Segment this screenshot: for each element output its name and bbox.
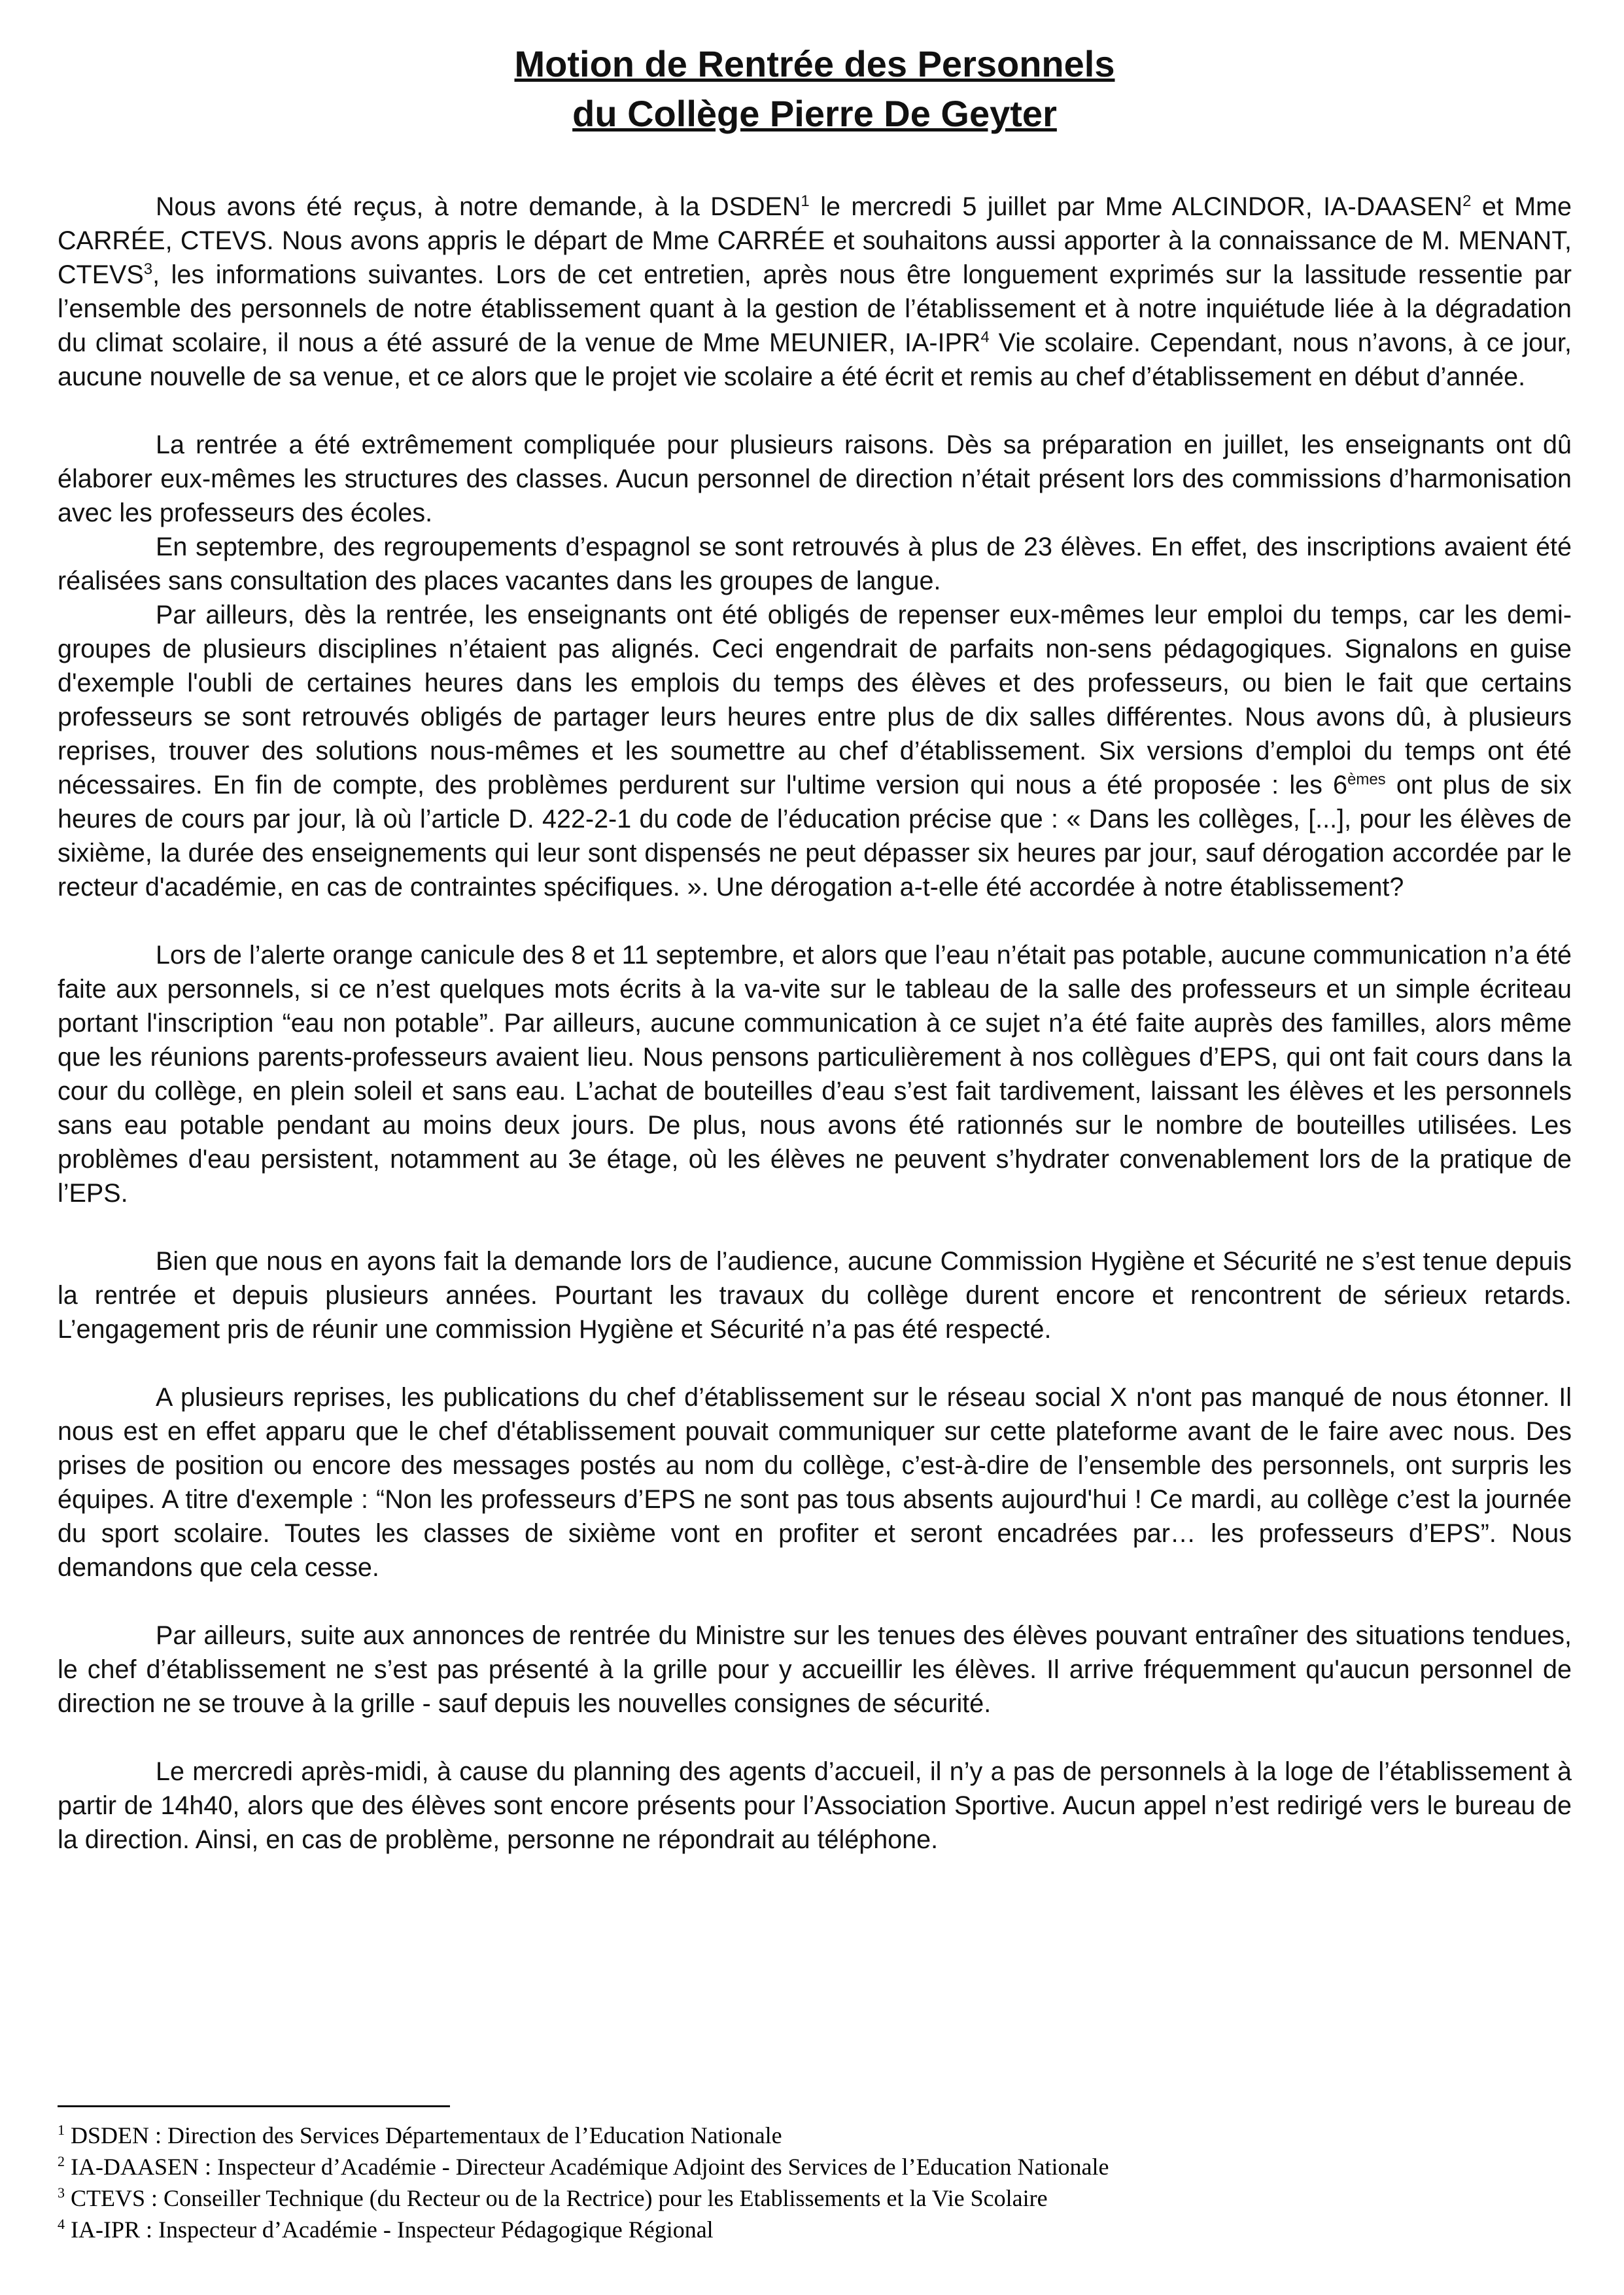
text-run: Nous avons été reçus, à notre demande, à la DSDEN	[156, 192, 801, 221]
title-line-1: Motion de Rentrée des Personnels	[514, 43, 1115, 84]
paragraph-emploi-du-temps	[58, 598, 1572, 904]
text-run: Vie scolaire. Cependant, nous n’avons, à ce jour, aucune nouvelle de sa venue, et ce alors que le projet vie scolaire a été écrit et remis au chef d’établissement en début d’année.	[58, 328, 1572, 391]
footnote-2	[58, 2151, 1572, 2182]
footnote-text: CTEVS : Conseiller Technique (du Recteur ou de la Rectrice) pour les Etablissements et la Vie Scolaire	[71, 2185, 1048, 2211]
footnotes	[58, 2120, 1572, 2245]
paragraph-canicule: Lors de l’alerte orange canicule des 8 et 11 septembre, et alors que l’eau n’était pas potable, aucune communication n’a été faite aux personnels, si ce n’est quelques mots écrits à la va-vite sur le tableau de la salle des professeurs et un simple écriteau portant l'inscription “eau non potable”. Par ailleurs, aucune communication à ce sujet n’a été faite auprès des familles, alors même que les réunions parents-professeurs avaient lieu. Nous pensons particulièrement à nos collègues d’EPS, qui ont fait cours dans la cour du collège, en plein soleil et sans eau. L’achat de bouteilles d’eau s’est fait tardivement, laissant les élèves et les personnels sans eau potable pendant au moins deux jours. De plus, nous avons été rationnés sur le nombre de bouteilles utilisées. Les problèmes d'eau persistent, notamment au 3e étage, où les élèves ne peuvent s’hydrater convenablement lors de la pratique de l’EPS.	[58, 941, 1572, 1208]
footnote-1	[58, 2120, 1572, 2151]
paragraph-dsden-meeting	[58, 190, 1572, 394]
paragraph-rentree-complications: La rentrée a été extrêmement compliquée pour plusieurs raisons. Dès sa préparation en juillet, les enseignants ont dû élaborer eux-mêmes les structures des classes. Aucun personnel de direction n’était présent lors des commissions d’harmonisation avec les professeurs des écoles.	[58, 430, 1572, 527]
footnote-number: 3	[58, 2184, 65, 2201]
paragraph-mercredi-loge: Le mercredi après-midi, à cause du planning des agents d’accueil, il n’y a pas de personnels à la loge de l’établissement à partir de 14h40, alors que des élèves sont encore présents pour l’Association Sportive. Aucun appel n’est redirigé vers le bureau de la direction. Ainsi, en cas de problème, personne ne répondrait au téléphone.	[58, 1757, 1572, 1854]
footnote-ref-3: 3	[143, 260, 153, 278]
paragraph-reseau-social: A plusieurs reprises, les publications du chef d’établissement sur le réseau social X n'ont pas manqué de nous étonner. Il nous est en effet apparu que le chef d'établissement pouvait communiquer sur cette plateforme avant de le faire avec nous. Des prises de position ou encore des messages postés au nom du collège, c’est-à-dire de l’ensemble des personnels, ont surpris les équipes. A titre d'exemple : “Non les professeurs d’EPS ne sont pas tous absents aujourd'hui ! Ce mardi, au collège c’est la journée du sport scolaire. Toutes les classes de sixième vont en profiter et seront encadrées par… les professeurs d’EPS”. Nous demandons que cela cesse.	[58, 1383, 1572, 1582]
footnote-number: 1	[58, 2122, 65, 2138]
footnote-3	[58, 2182, 1572, 2214]
text-run: Par ailleurs, dès la rentrée, les enseignants ont été obligés de repenser eux-mêmes leur emploi du temps, car les demi-groupes de plusieurs disciplines n’étaient pas alignés. Ceci engendrait de parfaits non-sens pédagogiques. Signalons en guise d'exemple l'oubli de certaines heures dans les emplois du temps des élèves et des professeurs, ou bien le fait que certains professeurs se sont retrouvés obligés de partager leurs heures entre plus de dix salles différentes. Nous avons dû, à plusieurs reprises, trouver des solutions nous-mêmes et les soumettre au chef d’établissement. Six versions d’emploi du temps ont été nécessaires. En fin de compte, des problèmes perdurent sur l'ultime version qui nous a été proposée : les 6	[58, 601, 1572, 799]
text-run: le mercredi 5 juillet par Mme ALCINDOR, IA-DAASEN	[809, 192, 1463, 221]
page-title	[58, 39, 1572, 139]
title-line-2: du Collège Pierre De Geyter	[572, 93, 1057, 134]
footnote-ref-2: 2	[1462, 192, 1472, 210]
footnote-4	[58, 2214, 1572, 2245]
footnote-text: DSDEN : Direction des Services Départementaux de l’Education Nationale	[71, 2122, 782, 2148]
superscript-emes: èmes	[1347, 770, 1386, 788]
text-run: , les informations suivantes. Lors de cet entretien, après nous être longuement exprimés sur la lassitude ressentie par l’ensemble des personnels de notre établissement quant à la gestion de l’établissement et à notre inquiétude liée à la dégradation du climat scolaire, il nous a été assuré de la venue de Mme MEUNIER, IA-IPR	[58, 260, 1572, 357]
footnote-text: IA-IPR : Inspecteur d’Académie - Inspecteur Pédagogique Régional	[71, 2216, 714, 2243]
paragraph-hygiene-securite: Bien que nous en ayons fait la demande lors de l’audience, aucune Commission Hygiène et Sécurité ne s’est tenue depuis la rentrée et depuis plusieurs années. Pourtant les travaux du collège durent encore et rencontrent de sérieux retards. L’engagement pris de réunir une commission Hygiène et Sécurité n’a pas été respecté.	[58, 1247, 1572, 1344]
footnote-number: 2	[58, 2153, 65, 2169]
text-run: ont plus de six heures de cours par jour, là où l’article D. 422-2-1 du code de l’éducation précise que : « Dans les collèges, [...], pour les élèves de sixième, la durée des enseignements qui leur sont dispensés ne peut dépasser six heures par jour, sauf dérogation accordée par le recteur d'académie, en cas de contraintes spécifiques. ». Une dérogation a-t-elle été accordée à notre établissement?	[58, 771, 1572, 902]
footnote-ref-1: 1	[801, 192, 810, 210]
paragraph-tenues-grille: Par ailleurs, suite aux annonces de rentrée du Ministre sur les tenues des élèves pouvant entraîner des situations tendues, le chef d’établissement ne s’est pas présenté à la grille pour y accueillir les élèves. Il arrive fréquemment qu'aucun personnel de direction ne se trouve à la grille - sauf depuis les nouvelles consignes de sécurité.	[58, 1621, 1572, 1718]
footnote-text: IA-DAASEN : Inspecteur d’Académie - Directeur Académique Adjoint des Services de l’Education Nationale	[71, 2154, 1109, 2180]
paragraph-espagnol-groups: En septembre, des regroupements d’espagnol se sont retrouvés à plus de 23 élèves. En effet, des inscriptions avaient été réalisées sans consultation des places vacantes dans les groupes de langue.	[58, 533, 1572, 595]
footnote-separator	[58, 2105, 450, 2107]
text-run: et Mme CARRÉE, CTEVS. Nous avons appris le départ de Mme CARRÉE et souhaitons aussi apporter à la connaissance de M. MENANT, CTEVS	[58, 192, 1572, 289]
footnote-ref-4: 4	[980, 328, 990, 346]
footnote-number: 4	[58, 2216, 65, 2232]
